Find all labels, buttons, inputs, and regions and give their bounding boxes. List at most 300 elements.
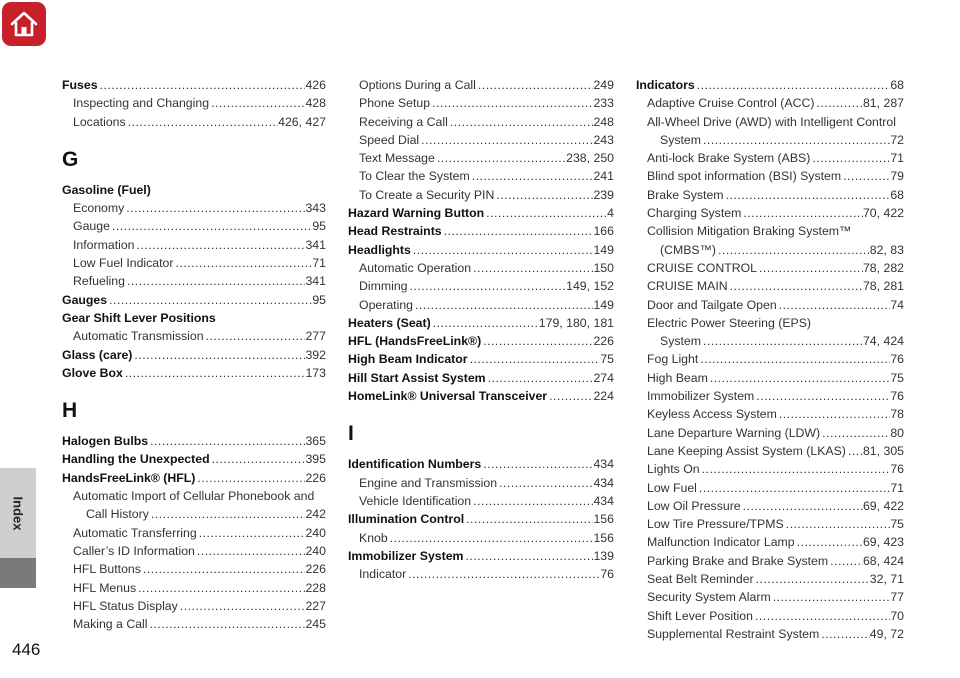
index-entry-lane-keeping-assist-system-lkas[interactable] [636,442,904,460]
dot-leader [757,259,863,277]
entry-label: Halogen Bulbs [62,434,149,449]
index-entry-information[interactable] [62,236,326,254]
entry-label: HFL Menus [73,580,137,595]
dot-leader [819,625,870,643]
dot-leader [754,387,890,405]
entry-label: To Create a Security PIN [359,187,495,202]
entry-page-ref[interactable]: 68, 424 [862,553,904,568]
index-entry-vehicle-identification[interactable] [348,492,614,510]
entry-page-ref[interactable]: 70 [890,608,904,623]
entry-page-ref[interactable]: 238, 250 [566,151,614,166]
index-entry-options-during-a-call[interactable] [348,76,614,94]
entry-label: Vehicle Identification [359,493,472,508]
dot-leader [135,236,306,254]
dot-leader [795,533,863,551]
index-letter-heading: I [348,422,354,446]
entry-page-ref[interactable]: 75 [890,370,904,385]
entry-page-ref[interactable]: 395 [305,452,326,467]
entry-page-ref[interactable]: 68 [890,78,904,92]
entry-page-ref[interactable]: 80 [890,425,904,440]
entry-label: Low Oil Pressure [647,498,741,513]
entry-label: Automatic Transferring [73,525,197,540]
index-entry-cruise-main[interactable] [636,277,904,295]
dot-leader [408,277,567,295]
dot-leader [406,565,600,583]
entry-page-ref[interactable]: 69, 422 [862,498,904,513]
entry-label: Speed Dial [359,132,420,147]
entry-label: Heaters (Seat) [348,315,431,330]
entry-label: Illumination Control [348,512,465,527]
index-entry-lane-departure-warning-ldw[interactable] [636,424,904,442]
dot-leader [814,94,863,112]
entry-page-ref[interactable]: 76 [890,462,904,477]
entry-page-ref[interactable]: 32, 71 [869,572,904,587]
dot-leader [124,199,305,217]
entry-label: Receiving a Call [359,114,448,129]
index-entry-locations[interactable] [62,113,326,131]
entry-label: Gauges [62,292,108,307]
dot-leader [195,542,306,560]
home-icon [8,8,40,40]
entry-page-ref[interactable]: 156 [593,530,614,545]
entry-label: Keyless Access System [647,407,777,422]
dot-leader [471,259,593,277]
index-entry-parking-brake-and-brake-system[interactable] [636,552,904,570]
dot-leader [777,405,890,423]
entry-page-ref[interactable]: 274 [593,370,614,385]
entry-label: Options During a Call [359,78,476,92]
dot-leader [314,487,326,505]
index-letter-heading: H [62,399,78,423]
entry-label: Collision Mitigation Braking System™ [647,224,852,239]
entry-label: Refueling [73,274,125,289]
index-entry-operating[interactable] [348,296,614,314]
index-entry-anti-lock-brake-system-abs[interactable] [636,149,904,167]
entry-page-ref[interactable]: 69, 423 [862,535,904,550]
entry-label: HFL Buttons [73,562,141,577]
dot-leader [708,369,890,387]
page-number: 446 [12,640,41,659]
dot-leader [777,296,891,314]
entry-label: Door and Tailgate Open [647,297,777,312]
entry-label: Call History [86,507,149,522]
dot-leader [442,222,594,240]
dot-leader [126,113,278,131]
index-entry-cruise-control[interactable] [636,259,904,277]
entry-label: Engine and Transmission [359,475,498,490]
entry-label: Blind spot information (BSI) System [647,169,842,184]
index-entry-automatic-transmission[interactable] [62,327,326,345]
index-entry-fog-light[interactable] [636,350,904,368]
index-entry-gasoline-fuel[interactable] [62,181,326,199]
entry-page-ref[interactable]: 49, 72 [869,626,904,641]
entry-label: Immobilizer System [348,548,464,563]
entry-label: System [660,334,701,349]
index-entry-fuses[interactable] [62,76,326,94]
dot-leader [784,515,891,533]
entry-label: Lights On [647,462,700,477]
entry-page-ref[interactable]: 150 [593,260,614,275]
dot-leader [697,479,890,497]
entry-label: HomeLink® Universal Transceiver [348,389,548,404]
index-entry-low-tire-pressure-tpms[interactable] [636,515,904,533]
index-entry-heaters-seat[interactable] [348,314,614,332]
entry-page-ref[interactable]: 75 [890,517,904,532]
dot-leader [435,149,566,167]
dot-leader [484,204,607,222]
index-entry-hill-start-assist-system[interactable] [348,369,614,387]
dot-leader [810,149,890,167]
index-entry-hfl-status-display[interactable] [62,597,326,615]
entry-page-ref[interactable]: 76 [890,352,904,367]
index-entry-handsfreelink-hfl[interactable] [62,469,326,487]
dot-leader [148,432,305,450]
entry-page-ref[interactable]: 78, 282 [862,260,904,275]
dot-leader [388,529,594,547]
dot-leader [98,76,306,94]
entry-label: Gear Shift Lever Positions [62,310,216,325]
entry-label: Parking Brake and Brake System [647,553,829,568]
entry-label: To Clear the System [359,169,470,184]
entry-label: System [660,132,701,147]
index-entry-making-a-call[interactable] [62,615,326,633]
entry-page-ref[interactable]: 233 [593,96,614,111]
entry-page-ref[interactable]: 249 [593,78,614,92]
dot-leader [701,131,890,149]
index-entry-immobilizer-system[interactable] [636,387,904,405]
index-entry-head-restraints[interactable] [348,222,614,240]
index-entry-caller-s-id-information[interactable] [62,542,326,560]
index-entry-system[interactable] [636,332,904,350]
index-entry-hfl-buttons[interactable] [62,560,326,578]
index-entry-high-beam-indicator[interactable] [348,350,614,368]
entry-label: Lane Keeping Assist System (LKAS) [647,443,846,458]
index-entry-glass-care[interactable] [62,346,326,364]
entry-label: Information [73,237,135,252]
entry-page-ref[interactable]: 242 [305,507,326,522]
entry-page-ref[interactable]: 95 [312,219,326,234]
entry-page-ref[interactable]: 77 [890,590,904,605]
entry-page-ref[interactable]: 68 [890,187,904,202]
index-entry-keyless-access-system[interactable] [636,405,904,423]
entry-label: Security System Alarm [647,590,771,605]
entry-label: Immobilizer System [647,389,755,404]
entry-label: Gauge [73,219,110,234]
index-column-2 [348,76,614,583]
entry-page-ref[interactable]: 428 [305,96,326,111]
dot-leader [728,277,863,295]
dot-leader [204,327,306,345]
dot-leader [846,442,863,460]
entry-page-ref[interactable]: 240 [305,543,326,558]
index-tab-label: Index [10,496,26,530]
entry-page-ref[interactable]: 426 [305,78,326,92]
index-entry-gauges[interactable] [62,291,326,309]
entry-page-ref[interactable]: 343 [305,201,326,216]
entry-page-ref[interactable]: 78, 281 [862,279,904,294]
entry-label: Locations [73,114,126,129]
dot-leader [216,309,326,327]
entry-page-ref[interactable]: 426, 427 [278,114,326,129]
entry-page-ref[interactable]: 179, 180, 181 [538,315,614,330]
dot-leader [896,113,904,131]
index-entry-indicator[interactable] [348,565,614,583]
entry-page-ref[interactable]: 392 [305,347,326,362]
entry-label: Supplemental Restraint System [647,626,820,641]
index-entry-malfunction-indicator-lamp[interactable] [636,533,904,551]
entry-page-ref[interactable]: 82, 83 [869,242,904,257]
entry-label: HFL Status Display [73,598,178,613]
dot-leader [110,217,312,235]
entry-page-ref[interactable]: 243 [593,132,614,147]
dot-leader [695,76,891,94]
dot-leader [125,272,306,290]
dot-leader [820,424,890,442]
index-entry-headlights[interactable] [348,241,614,259]
index-entry-inspecting-and-changing[interactable] [62,94,326,112]
entry-page-ref[interactable]: 434 [593,475,614,490]
dot-leader [136,579,305,597]
dot-leader [481,455,593,473]
index-entry-handling-the-unexpected[interactable] [62,450,326,468]
index-column-3 [636,76,904,643]
dot-leader [464,547,594,565]
dot-leader [178,597,306,615]
entry-page-ref[interactable]: 78 [890,407,904,422]
index-column-1 [62,76,326,633]
index-entry-collision-mitigation-braking-system[interactable] [636,222,904,240]
entry-page-ref[interactable]: 76 [600,567,614,582]
entry-page-ref[interactable]: 72 [890,132,904,147]
dot-leader [841,167,890,185]
entry-page-ref[interactable]: 149 [593,242,614,257]
entry-label: Inspecting and Changing [73,96,210,111]
dot-leader [476,76,594,94]
dot-leader [419,131,593,149]
dot-leader [431,314,539,332]
entry-label: Glass (care) [62,347,133,362]
index-entry-phone-setup[interactable] [348,94,614,112]
entry-label: Gasoline (Fuel) [62,182,151,197]
index-entry-hazard-warning-button[interactable] [348,204,614,222]
dot-leader [470,167,594,185]
entry-page-ref[interactable]: 4 [607,206,614,221]
entry-page-ref[interactable]: 245 [305,617,326,632]
dot-leader [494,186,593,204]
entry-page-ref[interactable]: 434 [593,493,614,508]
entry-page-ref[interactable]: 226 [305,470,326,485]
dot-leader [411,241,594,259]
index-entry-to-create-a-security-pin[interactable] [348,186,614,204]
dot-leader [149,505,306,523]
index-entry-gear-shift-lever-positions[interactable] [62,309,326,327]
entry-page-ref[interactable]: 156 [593,512,614,527]
dot-leader [547,387,593,405]
dot-leader [497,474,593,492]
entry-page-ref[interactable]: 71 [890,480,904,495]
entry-page-ref[interactable]: 228 [305,580,326,595]
index-entry-speed-dial[interactable] [348,131,614,149]
entry-label: Low Fuel [647,480,697,495]
dot-leader [123,364,306,382]
index-entry-cmbs[interactable] [636,241,904,259]
entry-label: (CMBS™) [660,242,717,257]
entry-label: Anti-lock Brake System (ABS) [647,151,811,166]
entry-page-ref[interactable]: 71 [890,151,904,166]
entry-label: All-Wheel Drive (AWD) with Intelligent Control [647,114,896,129]
entry-page-ref[interactable]: 74, 424 [862,334,904,349]
index-entry-brake-system[interactable] [636,186,904,204]
entry-page-ref[interactable]: 139 [593,548,614,563]
entry-page-ref[interactable]: 241 [593,169,614,184]
index-entry-seat-belt-reminder[interactable] [636,570,904,588]
entry-label: Dimming [359,279,408,294]
entry-page-ref[interactable]: 173 [305,365,326,380]
entry-label: Electric Power Steering (EPS) [647,315,812,330]
index-entry-knob[interactable] [348,529,614,547]
entry-label: Fog Light [647,352,699,367]
index-entry-shift-lever-position[interactable] [636,607,904,625]
dot-leader [132,346,305,364]
entry-page-ref[interactable]: 74 [890,297,904,312]
index-entry-glove-box[interactable] [62,364,326,382]
dot-leader [210,450,306,468]
entry-label: Lane Departure Warning (LDW) [647,425,821,440]
index-entry-door-and-tailgate-open[interactable] [636,296,904,314]
index-entry-automatic-import-of-cellular-phonebook-and[interactable] [62,487,326,505]
index-entry-electric-power-steering-eps[interactable] [636,314,904,332]
entry-label: Making a Call [73,617,148,632]
dot-leader [741,204,863,222]
dot-leader [771,588,891,606]
index-entry-receiving-a-call[interactable] [348,113,614,131]
index-entry-engine-and-transmission[interactable] [348,474,614,492]
dot-leader [724,186,891,204]
dot-leader [701,332,863,350]
entry-page-ref[interactable]: 149 [593,297,614,312]
index-entry-hfl-menus[interactable] [62,579,326,597]
index-entry-refueling[interactable] [62,272,326,290]
index-entry-hfl-handsfreelink[interactable] [348,332,614,350]
index-tab-label-wrap [0,470,36,556]
entry-page-ref[interactable]: 341 [305,237,326,252]
index-entry-to-clear-the-system[interactable] [348,167,614,185]
entry-label: Economy [73,201,125,216]
entry-page-ref[interactable]: 75 [600,352,614,367]
entry-page-ref[interactable]: 79 [890,169,904,184]
entry-page-ref[interactable]: 149, 152 [566,279,614,294]
entry-label: Brake System [647,187,724,202]
dot-leader [851,222,904,240]
index-entry-low-oil-pressure[interactable] [636,497,904,515]
index-entry-call-history[interactable] [62,505,326,523]
entry-page-ref[interactable]: 227 [305,598,326,613]
index-entry-automatic-operation[interactable] [348,259,614,277]
entry-page-ref[interactable]: 95 [312,292,326,307]
index-entry-adaptive-cruise-control-acc[interactable] [636,94,904,112]
index-tab-marker [0,558,36,588]
entry-page-ref[interactable]: 226 [593,334,614,349]
index-letter-heading: G [62,147,79,171]
entry-label: Text Message [359,151,435,166]
dot-leader [413,296,593,314]
dot-leader [753,607,890,625]
index-entry-text-message[interactable] [348,149,614,167]
index-entry-illumination-control[interactable] [348,510,614,528]
index-entry-gauge[interactable] [62,217,326,235]
dot-leader [173,254,312,272]
entry-label: Knob [359,530,388,545]
entry-label: Low Tire Pressure/TPMS [647,517,784,532]
entry-label: High Beam Indicator [348,352,468,367]
index-entry-high-beam[interactable] [636,369,904,387]
index-entry-halogen-bulbs[interactable] [62,432,326,450]
dot-leader [471,492,593,510]
dot-leader [828,552,863,570]
entry-page-ref[interactable]: 277 [305,329,326,344]
entry-page-ref[interactable]: 226 [305,562,326,577]
entry-page-ref[interactable]: 248 [593,114,614,129]
entry-label: Automatic Transmission [73,329,204,344]
index-entry-system[interactable] [636,131,904,149]
index-entry-supplemental-restraint-system[interactable] [636,625,904,643]
index-entry-security-system-alarm[interactable] [636,588,904,606]
entry-page-ref[interactable]: 71 [312,256,326,271]
entry-page-ref[interactable]: 240 [305,525,326,540]
entry-label: Low Fuel Indicator [73,256,174,271]
entry-page-ref[interactable]: 70, 422 [862,206,904,221]
home-button[interactable] [2,2,46,46]
entry-label: Charging System [647,206,742,221]
index-entry-all-wheel-drive-awd-with-intelligent-control[interactable] [636,113,904,131]
dot-leader [716,241,870,259]
index-entry-low-fuel-indicator[interactable] [62,254,326,272]
index-entry-dimming[interactable] [348,277,614,295]
entry-label: Malfunction Indicator Lamp [647,535,795,550]
entry-label: Indicator [359,567,407,582]
entry-page-ref[interactable]: 224 [593,389,614,404]
index-entry-lights-on[interactable] [636,460,904,478]
entry-label: Headlights [348,242,411,257]
entry-page-ref[interactable]: 166 [593,224,614,239]
entry-page-ref[interactable]: 81, 287 [862,96,904,111]
entry-page-ref[interactable]: 341 [305,274,326,289]
dot-leader [209,94,305,112]
entry-label: Caller’s ID Information [73,543,195,558]
index-entry-blind-spot-information-bsi-system[interactable] [636,167,904,185]
entry-label: Phone Setup [359,96,431,111]
dot-leader [481,332,593,350]
index-entry-immobilizer-system[interactable] [348,547,614,565]
entry-page-ref[interactable]: 434 [593,457,614,472]
index-entry-charging-system[interactable] [636,204,904,222]
index-entry-automatic-transferring[interactable] [62,524,326,542]
entry-page-ref[interactable]: 239 [593,187,614,202]
dot-leader [468,350,601,368]
index-entry-economy[interactable] [62,199,326,217]
entry-page-ref[interactable]: 81, 305 [862,443,904,458]
entry-label: Automatic Operation [359,260,472,275]
index-entry-indicators[interactable] [636,76,904,94]
index-entry-homelink-universal-transceiver[interactable] [348,387,614,405]
entry-page-ref[interactable]: 76 [890,389,904,404]
index-entry-identification-numbers[interactable] [348,455,614,473]
dot-leader [148,615,306,633]
index-entry-low-fuel[interactable] [636,479,904,497]
entry-label: Hazard Warning Button [348,206,485,221]
entry-page-ref[interactable]: 365 [305,434,326,449]
entry-label: Glove Box [62,365,123,380]
